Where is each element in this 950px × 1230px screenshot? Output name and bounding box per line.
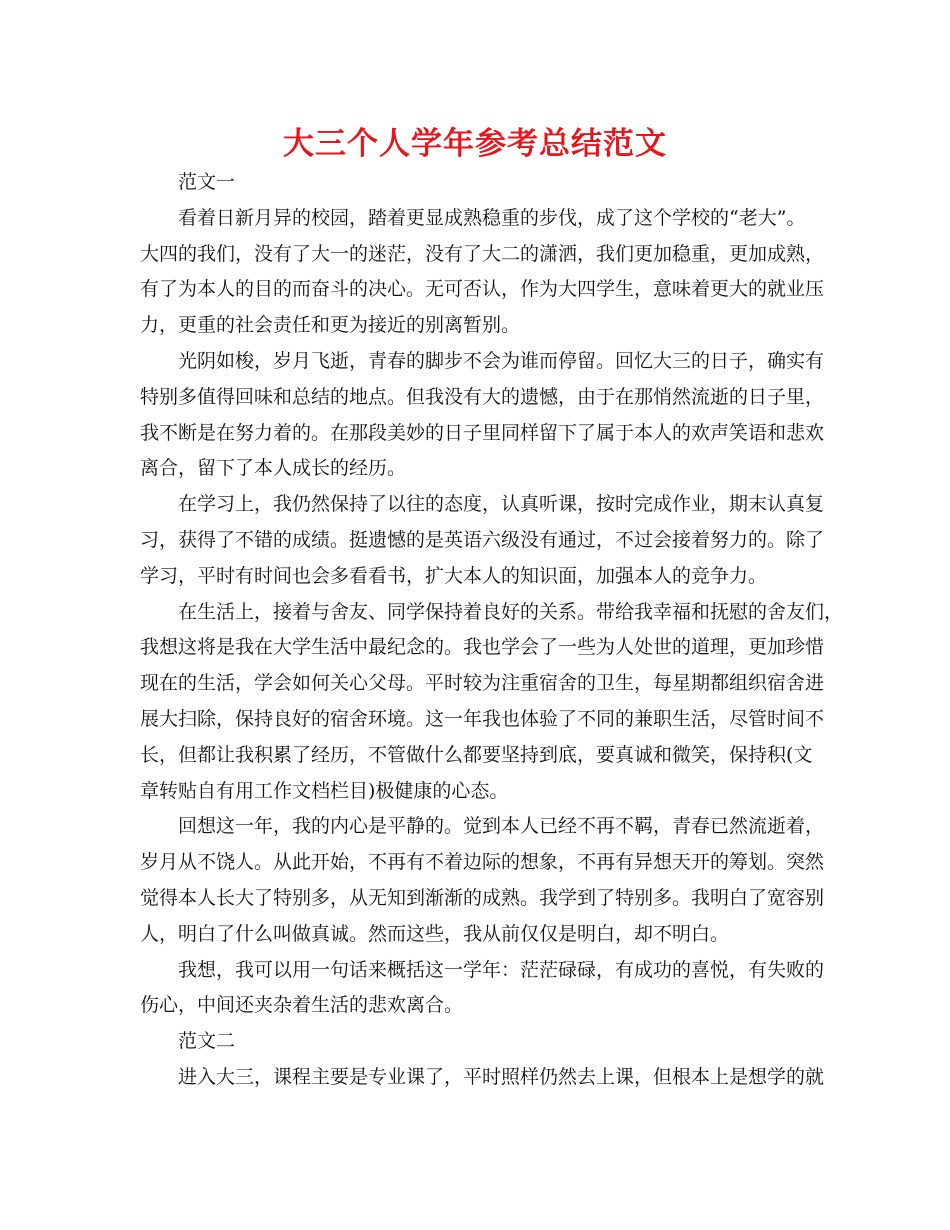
text-line: 范文二: [178, 1030, 236, 1053]
text-line: 在学习上，我仍然保持了以往的态度，认真听课，按时完成作业，期末认真复: [178, 493, 825, 516]
text-line: 离合，留下了本人成长的经历。: [140, 457, 407, 480]
paragraph: [140, 595, 844, 810]
text-line: 现在的生活，学会如何关心父母。平时较为注重宿舍的卫生，每星期都组织宿舍进: [140, 672, 825, 695]
text-line: 看着日新月异的校园，踏着更显成熟稳重的步伐，成了这个学校的“老大”。: [178, 206, 806, 229]
paragraph: [140, 953, 825, 1025]
document-title: 大三个人学年参考总结范文: [283, 126, 667, 162]
paragraph: [140, 809, 825, 952]
text-line: 有了为本人的目的而奋斗的决心。无可否认，作为大四学生，意味着更大的就业压: [140, 278, 825, 301]
text-line: 觉得本人长大了特别多，从无知到渐渐的成熟。我学到了特别多。我明白了宽容别: [140, 886, 825, 909]
text-line: 回想这一年，我的内心是平静的。觉到本人已经不再不羁，青春已然流逝着，: [178, 815, 825, 838]
text-line: 范文一: [178, 171, 236, 193]
text-line: 伤心，中间还夹杂着生活的悲欢离合。: [140, 994, 464, 1017]
text-line: 学习，平时有时间也会多看看书，扩大本人的知识面，加强本人的竞争力。: [140, 564, 768, 587]
text-line: 特别多值得回味和总结的地点。但我没有大的遗憾，由于在那悄然流逝的日子里，: [140, 385, 825, 408]
paragraph: [140, 165, 812, 201]
text-line: 我想，我可以用一句话来概括这一学年：茫茫碌碌，有成功的喜悦，有失败的: [178, 958, 825, 981]
paragraph: [140, 201, 825, 344]
text-line: 岁月从不饶人。从此开始，不再有不着边际的想象，不再有异想天开的筹划。突然: [140, 851, 825, 874]
text-line: 进入大三，课程主要是专业课了，平时照样仍然去上课，但根本上是想学的就: [178, 1065, 825, 1088]
text-line: 大四的我们，没有了大一的迷茫，没有了大二的潇洒，我们更加稳重，更加成熟，: [140, 242, 825, 265]
text-line: 在生活上，接着与舍友、同学保持着良好的关系。带给我幸福和抚慰的舍友们，: [178, 600, 844, 623]
text-line: 力，更重的社会责任和更为接近的别离暂别。: [140, 314, 521, 337]
text-line: 展大扫除，保持良好的宿舍环境。这一年我也体验了不同的兼职生活，尽管时间不: [140, 707, 825, 730]
paragraph: [140, 344, 825, 487]
text-line: 长，但都让我积累了经历，不管做什么都要坚持到底，要真诚和微笑，保持积(文: [140, 743, 813, 766]
document-body: [140, 165, 844, 1096]
paragraph: [140, 1024, 812, 1060]
text-line: 人，明白了什么叫做真诚。然而这些，我从前仅仅是明白，却不明白。: [140, 922, 730, 945]
text-line: 我想这将是我在大学生活中最纪念的。我也学会了一些为人处世的道理，更加珍惜: [140, 636, 825, 659]
text-line: 习，获得了不错的成绩。挺遗憾的是英语六级没有通过，不过会接着努力的。除了: [140, 528, 825, 551]
paragraph: [140, 1060, 825, 1096]
text-line: 光阴如梭，岁月飞逝，青春的脚步不会为谁而停留。回忆大三的日子，确实有: [178, 349, 825, 372]
text-line: 章转贴自有用工作文档栏目)极健康的心态。: [140, 779, 509, 802]
paragraph: [140, 487, 825, 594]
text-line: 我不断是在努力着的。在那段美妙的日子里同样留下了属于本人的欢声笑语和悲欢: [140, 421, 825, 444]
